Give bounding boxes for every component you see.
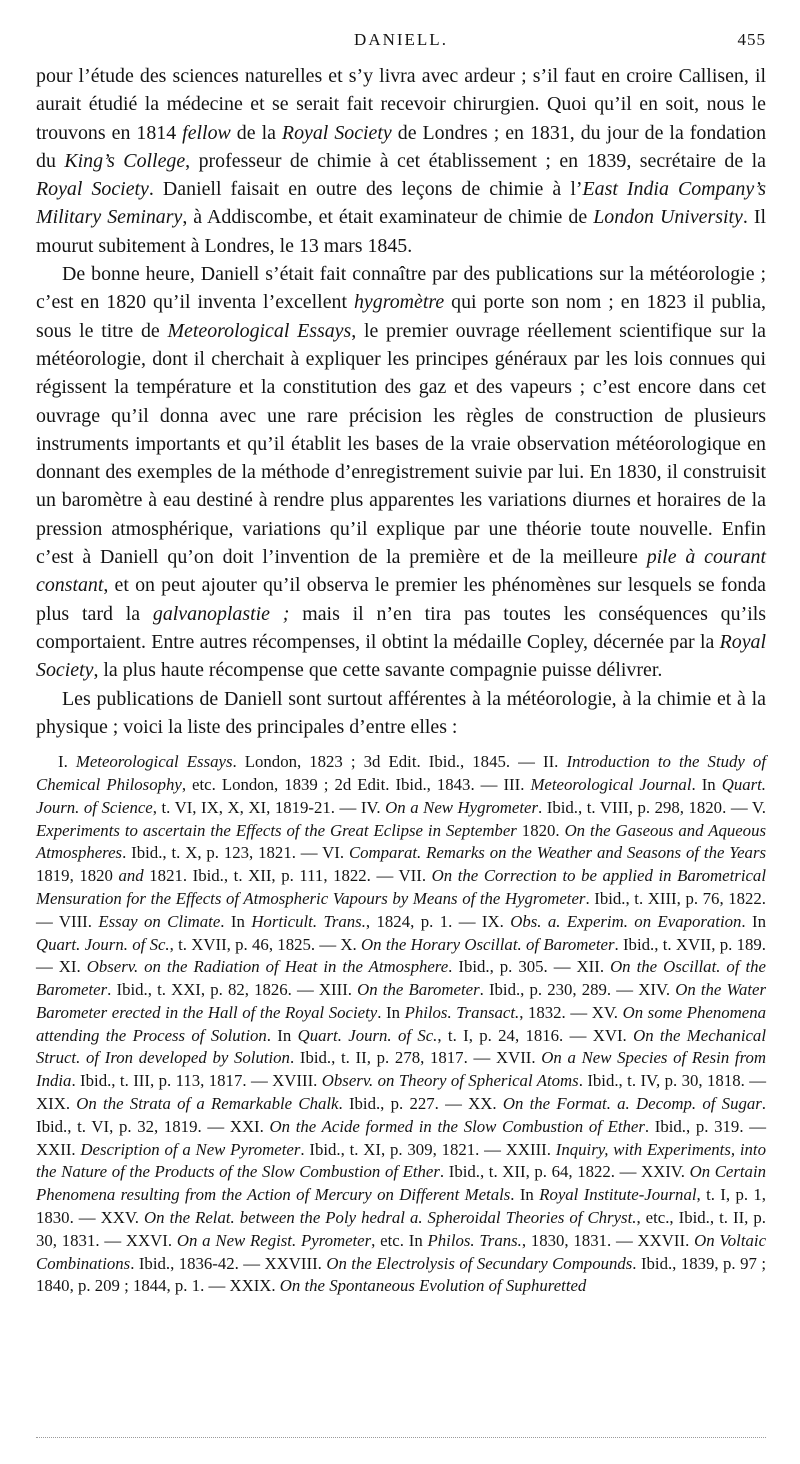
text-run: de Londres ; en 1831, du jour de la fondation du <box>36 121 767 172</box>
text-run: , etc. London, 1839 ; 2d Edit. Ibid., 1843. — III. <box>181 774 531 794</box>
text-run: , t. I, p. 24, 1816. — XVI. <box>437 1025 634 1045</box>
italic-run: pile à courant constant <box>36 546 767 597</box>
text-run: . Ibid., p. 319. — XXII. <box>36 1116 766 1159</box>
italic-run: On the Correction to be applied in Barometrical Mensuration for the Effects of Atmospheric Vapours by Means of the Hygrometer <box>36 866 766 908</box>
italic-run: On the Horary Oscillat. of Barometer <box>361 934 615 954</box>
text-run: . Ibid., t. XIII, p. 76, 1822. — VIII. <box>36 888 767 931</box>
text-run: , professeur de chimie à cet établissement ; en 1839, secrétaire de la <box>185 149 766 172</box>
italic-run: Obs. a. Experim. on Evaporation <box>510 911 742 931</box>
italic-run: Royal Society <box>36 630 766 682</box>
text-run: . Ibid., p. 227. — XX. <box>338 1094 503 1114</box>
text-run: . London, 1823 ; 3d Edit. Ibid., 1845. — II. <box>232 752 567 772</box>
text-run: . Ibid., t. XII, p. 64, 1822. — XXIV. <box>439 1162 690 1182</box>
text-run: , t. VI, IX, X, XI, 1819-21. — IV. <box>152 797 386 817</box>
document-page <box>36 30 766 1298</box>
text-run: . In <box>220 911 252 931</box>
italic-run: On the Mechanical Struct. of Iron developed by Solution <box>36 1025 766 1068</box>
text-run: . Ibid., t. II, p. 278, 1817. — XVII. <box>289 1048 542 1068</box>
italic-run: On the Format. a. Decomp. of Sugar <box>502 1094 762 1114</box>
italic-run: On a New Hygrometer <box>385 797 538 817</box>
italic-run: Royal Society <box>36 178 149 201</box>
italic-run: Experiments to ascertain the Effects of the Great Eclipse in September <box>36 820 517 840</box>
text-run: . Il mourut subitement à Londres, le 13 mars 1845. <box>36 206 766 257</box>
bibliography-list <box>36 751 766 1298</box>
italic-run: Quart. Journ. of Sc. <box>297 1025 438 1045</box>
italic-run: On the Strata of a Remarkable Chalk <box>76 1094 339 1114</box>
italic-run: Royal Institute-Journal <box>539 1185 697 1205</box>
italic-run: On the Spontaneous Evolution of Suphuretted <box>279 1276 587 1296</box>
italic-run: Comparat. Remarks on the Weather and Seasons of the Years <box>348 843 766 863</box>
text-run: . Ibid., t. VI, p. 32, 1819. — XXI. <box>36 1094 766 1136</box>
italic-run: On the Oscillat. of the Barometer <box>36 957 767 1000</box>
text-run: . In <box>377 1002 405 1022</box>
text-run: , etc., Ibid., t. II, p. 30, 1831. — XXVI. <box>36 1208 766 1250</box>
text-run: 1819, 1820 <box>36 866 119 886</box>
text-run: . Ibid., p. 230, 289. — XIV. <box>479 980 676 1000</box>
italic-run: fellow <box>182 121 231 144</box>
text-run: de la <box>230 121 282 144</box>
italic-run: Philos. Trans. <box>427 1230 522 1250</box>
text-run: pour l’étude des sciences naturelles et s’y livra avec ardeur ; s’il faut en croire Callisen, il aurait étudié la médecine et se serait fait recevoir chirurgien. Quoi qu’il en soit, nous le trouvons en 1814 <box>36 65 766 144</box>
italic-run: Observ. on the Radiation of Heat in the Atmosphere <box>86 957 449 977</box>
italic-run: On Voltaic Combinations <box>36 1230 767 1273</box>
italic-run: Description of a New Pyrometer <box>80 1139 301 1159</box>
body-text <box>36 62 766 741</box>
italic-run: Quart. Journ. of Science <box>36 774 766 817</box>
text-run: . Ibid., t. X, p. 123, 1821. — VI. <box>122 843 349 863</box>
text-run: , t. XVII, p. 46, 1825. — X. <box>169 934 362 954</box>
italic-run: Inquiry, with Experiments, into the Nature of the Products of the Slow Combustion of Ether <box>36 1139 766 1182</box>
italic-run: On some Phenomena attending the Process of Solution <box>36 1002 766 1045</box>
text-run: , 1832. — XV. <box>519 1002 623 1022</box>
text-run: . Ibid., 1836-42. — XXVIII. <box>130 1253 327 1273</box>
text-run: . In <box>510 1185 540 1205</box>
italic-run: Philos. Transact. <box>404 1002 520 1022</box>
italic-run: On the Barometer <box>357 980 480 1000</box>
italic-run: On the Relat. between the Poly hedral a. Spheroidal Theories of Chryst. <box>144 1208 637 1228</box>
text-run: . Ibid., t. XVII, p. 189. — XI. <box>36 934 766 977</box>
text-run: , le premier ouvrage réellement scientifique sur la météorologie, dont il cherchait à expliquer les principes généraux par les lois connues qui régissent la température et la constitution des gaz et des vapeurs ; c’est encore dans cet ouvrage qu’il donna avec une rare précision les règles de construction de plusieurs instruments importants et qu’il établit les bases de la vraie observation météorologique en donnant des exemples de la méthode d’enregistrement suivie par lui. En 1830, il construisit un baromètre à eau destiné à rendre plus apparentes les variations diurnes et horaires de la pression atmosphérique, variations qu’il explique par une théorie toute nouvelle. Enfin c’est à Daniell qu’on doit l’invention de la première et de la meilleure <box>36 319 767 569</box>
paragraph <box>36 685 766 742</box>
italic-run: Horticult. Trans. <box>251 911 366 931</box>
text-run: mais il n’en tira pas toutes les conséquences qu’ils comportaient. Entre autres récompenses, il obtint la médaille Copley, décernée par la <box>36 602 766 653</box>
text-run: . Ibid., t. VIII, p. 298, 1820. — V. <box>538 797 766 817</box>
text-run: . In <box>266 1025 298 1045</box>
text-run: . Ibid., p. 305. — XII. <box>448 957 611 977</box>
italic-run: Meteorological Journal <box>530 774 692 794</box>
text-run: . Ibid., t. IV, p. 30, 1818. — XIX. <box>36 1071 767 1114</box>
text-run: qui porte son nom ; en 1823 il publia, sous le titre de <box>36 291 767 342</box>
italic-run: Meteorological Essays <box>167 319 352 342</box>
text-run: . Daniell faisait en outre des leçons de chimie à l’ <box>148 178 583 201</box>
text-run: . In <box>691 774 722 794</box>
text-run: , la plus haute récompense que cette savante compagnie puisse délivrer. <box>93 659 663 682</box>
italic-run: On a New Regist. Pyrometer <box>176 1230 372 1250</box>
italic-run: Essay on Climate <box>98 911 221 931</box>
italic-run: Meteorological Essays <box>75 752 233 772</box>
text-run: . Ibid., t. XXI, p. 82, 1826. — XIII. <box>107 980 358 1000</box>
italic-run: On the Electrolysis of Secundary Compounds <box>326 1253 633 1273</box>
italic-run: and <box>118 866 144 886</box>
text-run: . In <box>741 911 766 931</box>
paragraph <box>36 260 766 684</box>
italic-run: On the Acide formed in the Slow Combustion of Ether <box>269 1116 645 1136</box>
text-run: , 1824, p. 1. — IX. <box>365 911 511 931</box>
text-run: . Ibid., 1839, p. 97 ; 1840, p. 209 ; 1844, p. 1. — XXIX. <box>36 1253 766 1296</box>
italic-run: London University <box>593 206 743 229</box>
italic-run: On the Water Barometer erected in the Hall of the Royal Society <box>36 980 766 1022</box>
italic-run: King’s College <box>64 149 186 172</box>
italic-run: hygromètre <box>353 291 445 314</box>
italic-run: Observ. on Theory of Spherical Atoms <box>321 1071 579 1091</box>
running-header <box>36 30 766 52</box>
text-run: Les publications de Daniell sont surtout afférentes à la météorologie, à la chimie et à la physique ; voici la liste des principales d’entre elles : <box>36 687 766 738</box>
italic-run: galvanoplastie ; <box>152 602 290 625</box>
text-run: , etc. In <box>371 1230 428 1250</box>
text-run: . Ibid., t. XI, p. 309, 1821. — XXIII. <box>300 1139 556 1159</box>
text-run: 1821. Ibid., t. XII, p. 111, 1822. — VII. <box>143 866 432 886</box>
text-run: , à Addiscombe, et était examinateur de chimie de <box>182 206 594 229</box>
text-run: , t. I, p. 1, 1830. — XXV. <box>36 1185 766 1228</box>
italic-run: East India Company’s Military Seminary <box>36 178 766 229</box>
text-run: , et on peut ajouter qu’il observa le premier les phénomènes sur lesquels se fonda plus tard la <box>36 574 766 625</box>
footer-rule <box>36 1437 766 1438</box>
page-number: 455 <box>737 30 766 49</box>
italic-run: Quart. Journ. of Sc. <box>36 934 170 954</box>
running-title: DANIELL. <box>354 30 448 49</box>
text-run: . Ibid., t. III, p. 113, 1817. — XVIII. <box>71 1071 322 1091</box>
text-run: De bonne heure, Daniell s’était fait connaître par des publications sur la météorologie ; c’est en 1820 qu’il inventa l’excellent <box>36 263 766 314</box>
italic-run: On the Gaseous and Aqueous Atmospheres <box>36 820 766 863</box>
italic-run: Royal Society <box>281 121 392 144</box>
text-run: , 1830, 1831. — XXVII. <box>521 1230 695 1250</box>
text-run: I. <box>58 752 76 772</box>
italic-run: Introduction to the Study of Chemical Philosophy <box>36 752 766 794</box>
paragraph <box>36 62 766 260</box>
italic-run: On a New Species of Resin from India <box>36 1048 766 1091</box>
italic-run: On Certain Phenomena resulting from the Action of Mercury on Different Metals <box>36 1162 767 1205</box>
text-run: 1820. <box>516 820 565 840</box>
